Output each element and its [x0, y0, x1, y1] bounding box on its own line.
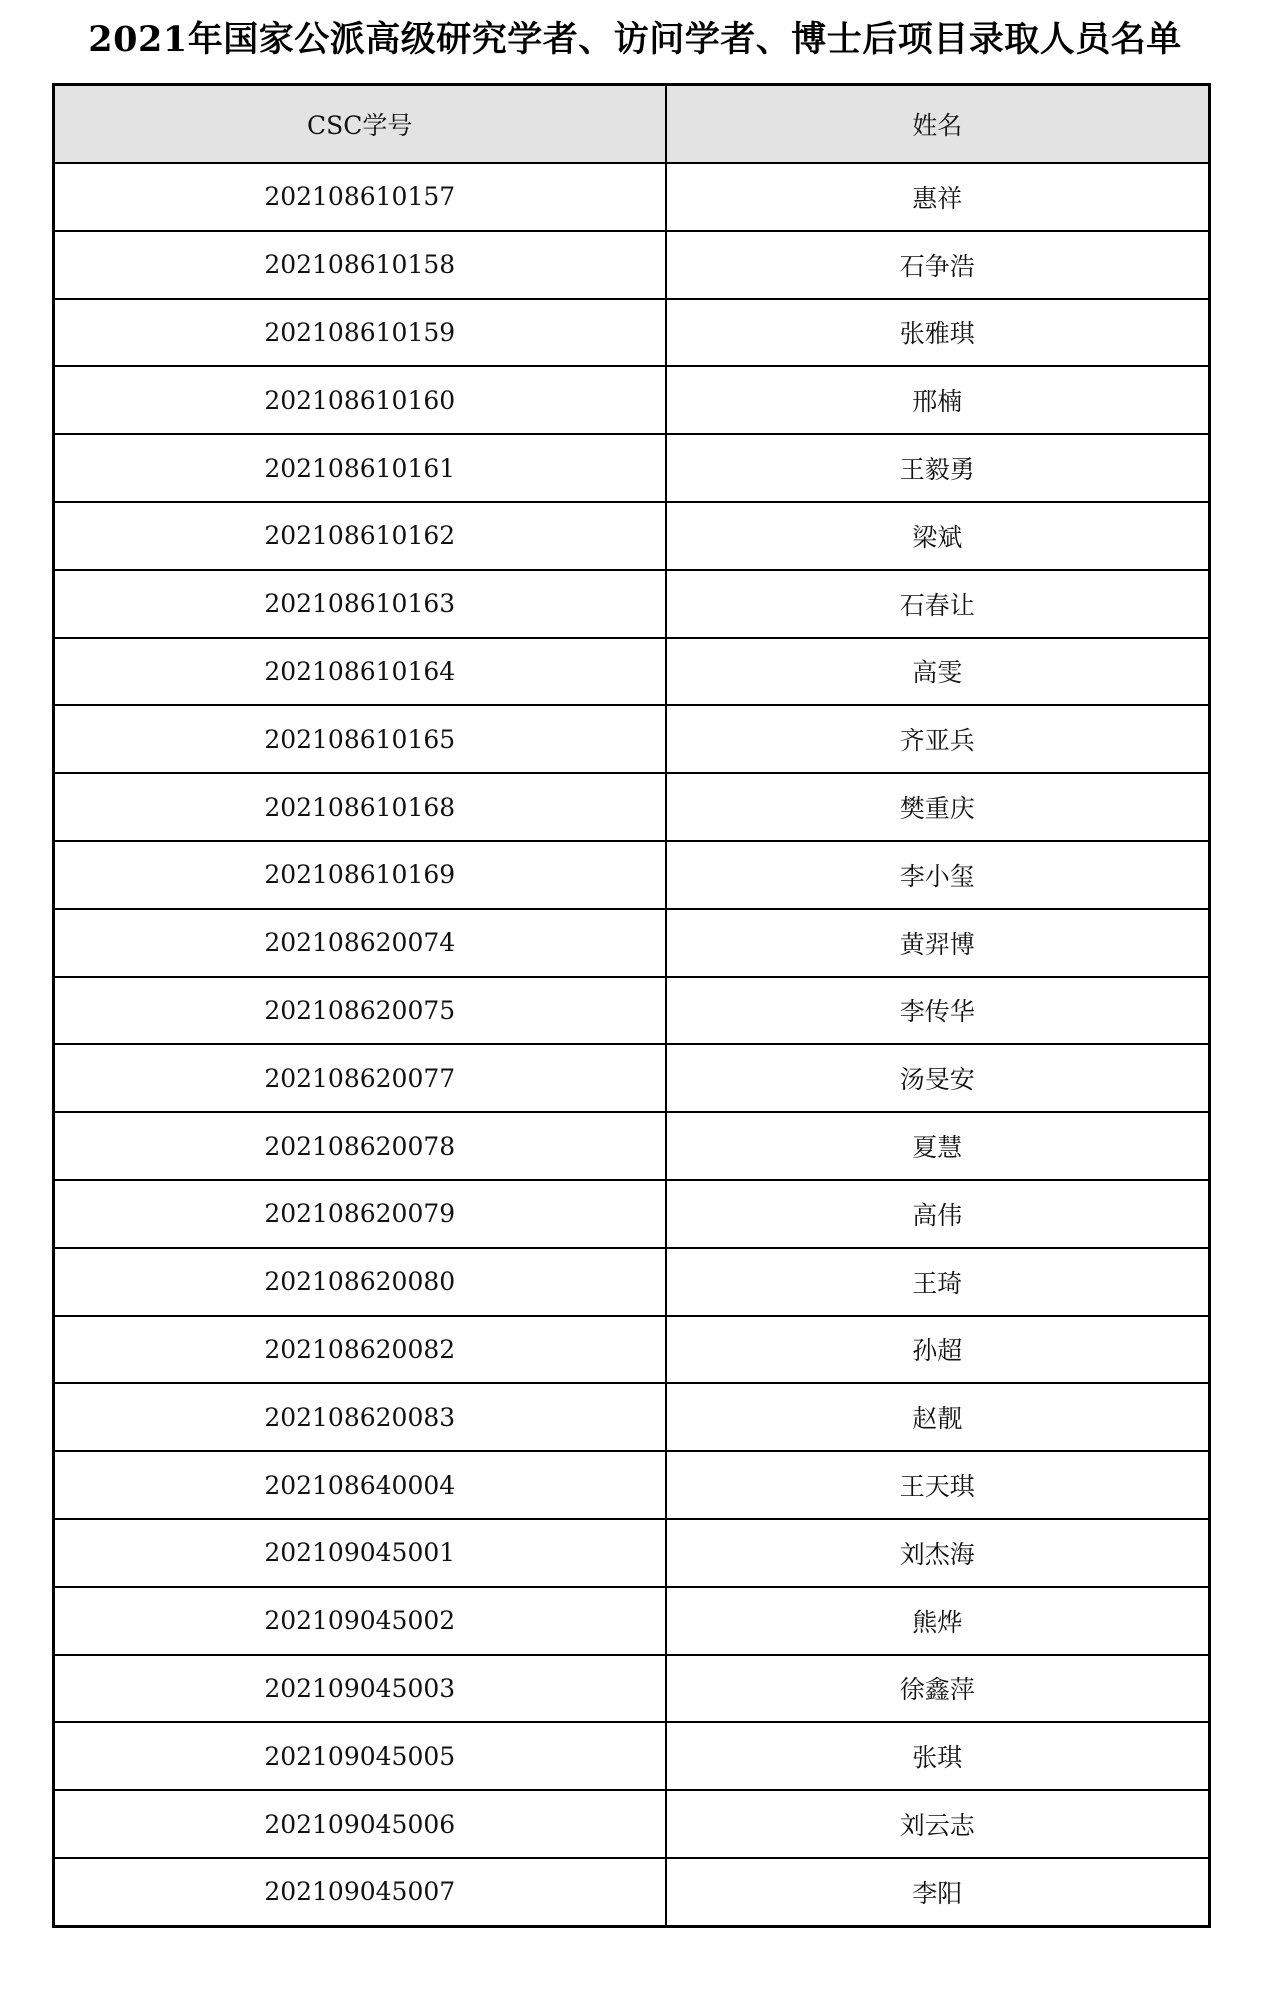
name-cell: 熊烨 — [666, 1587, 1210, 1655]
table-row — [54, 434, 1210, 502]
csc-id-cell: 202108620074 — [54, 909, 666, 977]
name-cell: 李阳 — [666, 1858, 1210, 1926]
csc-id-cell: 202108620075 — [54, 977, 666, 1045]
csc-id-cell: 202108610158 — [54, 231, 666, 299]
csc-id-cell: 202108620079 — [54, 1180, 666, 1248]
name-cell: 高伟 — [666, 1180, 1210, 1248]
table-row — [54, 1858, 1210, 1926]
table-row — [54, 299, 1210, 367]
table-row — [54, 1655, 1210, 1723]
csc-id-cell: 202108610165 — [54, 705, 666, 773]
csc-id-cell: 202108640004 — [54, 1451, 666, 1519]
name-cell: 张琪 — [666, 1722, 1210, 1790]
table-row — [54, 1383, 1210, 1451]
name-cell: 张雅琪 — [666, 299, 1210, 367]
table-row — [54, 773, 1210, 841]
table-row — [54, 1180, 1210, 1248]
csc-id-cell: 202109045002 — [54, 1587, 666, 1655]
page-title: 2021年国家公派高级研究学者、访问学者、博士后项目录取人员名单 — [88, 19, 1182, 60]
column-header-csc-id: CSC学号 — [54, 85, 666, 164]
table-row — [54, 163, 1210, 231]
csc-id-cell: 202108620080 — [54, 1248, 666, 1316]
csc-id-cell: 202108620077 — [54, 1044, 666, 1112]
name-cell: 齐亚兵 — [666, 705, 1210, 773]
name-cell: 夏慧 — [666, 1112, 1210, 1180]
table-row — [54, 1044, 1210, 1112]
table-row — [54, 1248, 1210, 1316]
table-row — [54, 570, 1210, 638]
name-cell: 王琦 — [666, 1248, 1210, 1316]
csc-id-cell: 202109045003 — [54, 1655, 666, 1723]
name-cell: 石争浩 — [666, 231, 1210, 299]
csc-id-cell: 202109045006 — [54, 1790, 666, 1858]
name-cell: 刘云志 — [666, 1790, 1210, 1858]
table-row — [54, 638, 1210, 706]
table-row — [54, 502, 1210, 570]
table-body — [54, 163, 1210, 1926]
csc-id-cell: 202108610157 — [54, 163, 666, 231]
name-cell: 汤旻安 — [666, 1044, 1210, 1112]
csc-id-cell: 202108620078 — [54, 1112, 666, 1180]
name-cell: 徐鑫萍 — [666, 1655, 1210, 1723]
name-cell: 赵靓 — [666, 1383, 1210, 1451]
csc-id-cell: 202108610160 — [54, 366, 666, 434]
name-cell: 王毅勇 — [666, 434, 1210, 502]
name-cell: 樊重庆 — [666, 773, 1210, 841]
csc-id-cell: 202109045007 — [54, 1858, 666, 1926]
table-row — [54, 909, 1210, 977]
name-cell: 刘杰海 — [666, 1519, 1210, 1587]
csc-id-cell: 202108610164 — [54, 638, 666, 706]
table-row — [54, 1790, 1210, 1858]
name-cell: 孙超 — [666, 1316, 1210, 1384]
table-row — [54, 841, 1210, 909]
table-row — [54, 366, 1210, 434]
table-row — [54, 977, 1210, 1045]
csc-id-cell: 202109045005 — [54, 1722, 666, 1790]
column-header-name: 姓名 — [666, 85, 1210, 164]
name-cell: 邢楠 — [666, 366, 1210, 434]
admission-roster-table — [52, 83, 1211, 1928]
csc-id-cell: 202108610162 — [54, 502, 666, 570]
table-row — [54, 1451, 1210, 1519]
csc-id-cell: 202108610159 — [54, 299, 666, 367]
csc-id-cell: 202108610168 — [54, 773, 666, 841]
table-header-row — [54, 85, 1210, 164]
csc-id-cell: 202108610163 — [54, 570, 666, 638]
name-cell: 高雯 — [666, 638, 1210, 706]
name-cell: 梁斌 — [666, 502, 1210, 570]
table-row — [54, 1587, 1210, 1655]
table-row — [54, 1112, 1210, 1180]
table-row — [54, 1519, 1210, 1587]
csc-id-cell: 202108610169 — [54, 841, 666, 909]
table-row — [54, 231, 1210, 299]
csc-id-cell: 202108610161 — [54, 434, 666, 502]
table-row — [54, 1722, 1210, 1790]
table-row — [54, 1316, 1210, 1384]
csc-id-cell: 202108620082 — [54, 1316, 666, 1384]
name-cell: 王天琪 — [666, 1451, 1210, 1519]
table-row — [54, 705, 1210, 773]
name-cell: 李传华 — [666, 977, 1210, 1045]
name-cell: 惠祥 — [666, 163, 1210, 231]
name-cell: 李小玺 — [666, 841, 1210, 909]
name-cell: 石春让 — [666, 570, 1210, 638]
csc-id-cell: 202108620083 — [54, 1383, 666, 1451]
csc-id-cell: 202109045001 — [54, 1519, 666, 1587]
name-cell: 黄羿博 — [666, 909, 1210, 977]
